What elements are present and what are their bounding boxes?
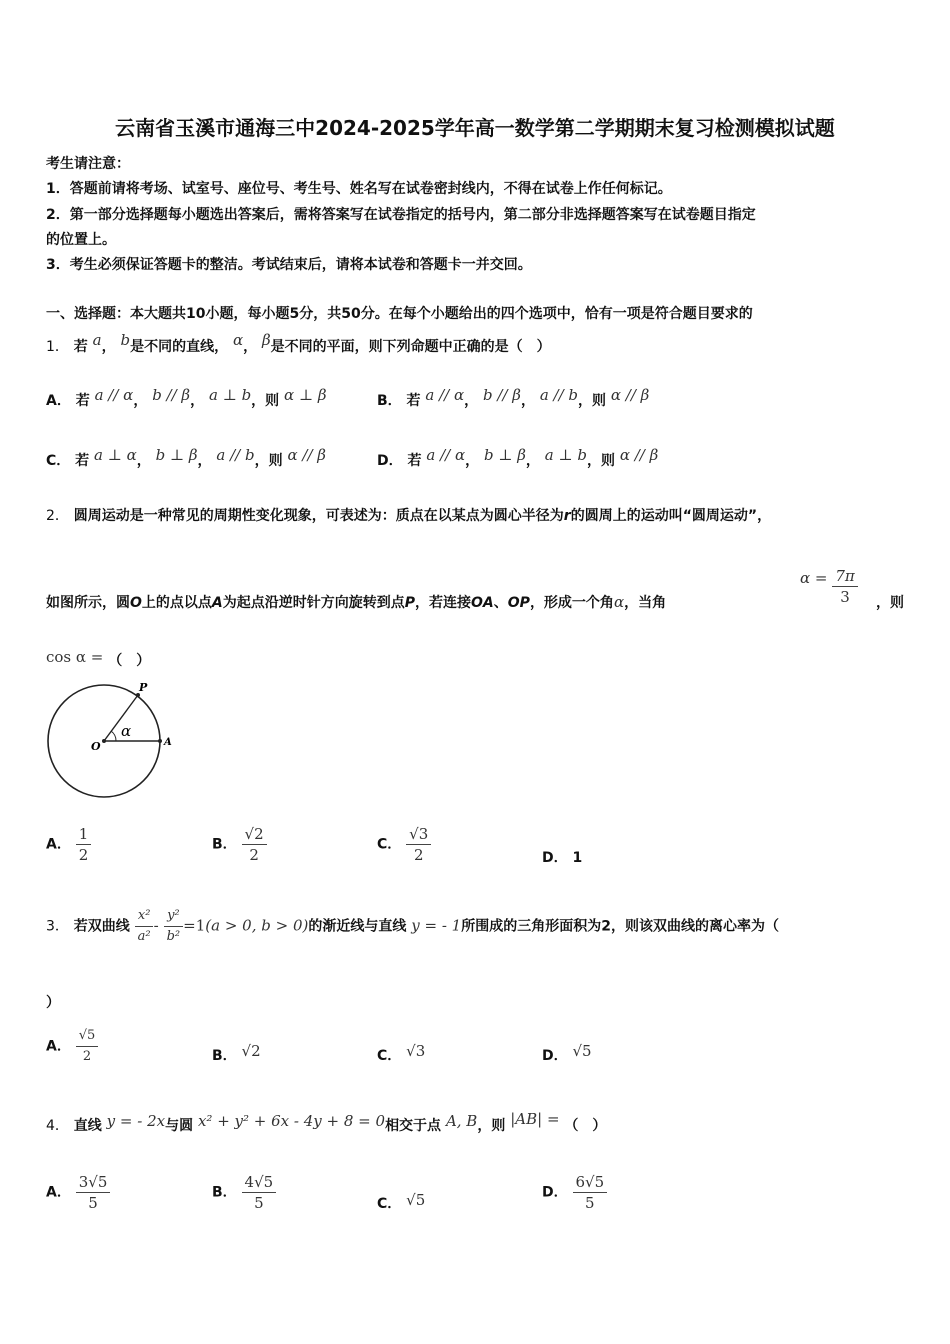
q2-option-a-den: 2: [78, 846, 89, 864]
q4-option-a-frac: [76, 1172, 111, 1213]
q4-number: 4．: [46, 1118, 69, 1134]
q1-option-b[interactable]: B． 若 a // α， b // β， a // b，则 α // β: [377, 386, 650, 409]
q2-l2c: 为起点沿逆时针方向旋转到点: [222, 595, 405, 611]
q4-AB: A, B: [445, 1112, 478, 1130]
q4-text-4: ，则: [477, 1118, 506, 1134]
q1-option-d-m4: α // β: [619, 446, 659, 464]
q4-option-d-label: D．: [542, 1184, 568, 1201]
q1-option-b-label: B．: [377, 393, 402, 409]
q3-frac-y: [164, 906, 184, 947]
q1-option-a-m3: a ⊥ b: [208, 386, 252, 404]
q3-y2: y²: [164, 906, 183, 927]
q2-option-a[interactable]: [46, 824, 91, 865]
q4-text-1: 直线: [73, 1118, 102, 1134]
q3-text-2: 的渐近线与直线: [308, 918, 407, 935]
question-1: [46, 331, 551, 356]
section-heading: 一、选择题：本大题共10小题，每小题5分，共50分。在每个小题给出的四个选项中，恰有一项是符合题目要求的: [46, 306, 753, 322]
q1-option-b-ruo: 若: [406, 393, 421, 409]
q1-option-b-m3: a // b: [539, 386, 579, 404]
q3-line: y = - 1: [411, 916, 462, 935]
q2-option-c-frac: [406, 824, 431, 865]
q3-option-c-label: C．: [377, 1048, 402, 1064]
q2-l2f: ，当角: [624, 595, 667, 611]
q1-option-c-m2: b ⊥ β: [155, 446, 198, 464]
q4-option-a-den: 5: [88, 1194, 98, 1212]
question-2-line-2: [46, 592, 666, 612]
q1-option-d[interactable]: D． 若 a // α， b ⊥ β， a ⊥ b，则 α // β: [377, 446, 659, 469]
q4-option-c-val: √5: [406, 1191, 426, 1209]
q3-b2: b²: [166, 929, 181, 944]
q2-number: 2．: [46, 508, 69, 524]
q1-comma-2: ，: [243, 339, 258, 355]
q2-l2g: ，则: [876, 595, 904, 611]
notice-item-2: 2．第一部分选择题每小题选出答案后，需将答案写在试卷指定的括号内，第二部分非选择题答案写在试卷题目指定: [46, 207, 756, 223]
q2-dun: 、: [493, 595, 508, 611]
q3-text-1: 若双曲线: [73, 918, 130, 935]
q1-option-c[interactable]: C． 若 a ⊥ α， b ⊥ β， a // b，则 α // β: [46, 446, 326, 469]
label-O: O: [91, 740, 101, 753]
q4-option-d-frac: [573, 1172, 608, 1213]
notice-item-3: 3．考生必须保证答题卡的整洁。考试结束后，请将本试卷和答题卡一并交回。: [46, 257, 532, 273]
q4-option-c-label: C．: [377, 1196, 402, 1212]
q3-option-b-label: B．: [212, 1048, 237, 1064]
q3-frac-x: [135, 906, 154, 947]
q3-option-c[interactable]: [377, 1042, 426, 1065]
q1-text-1: 若: [73, 339, 88, 355]
q3-option-d-label: D．: [542, 1048, 568, 1064]
circle-figure: [44, 680, 174, 805]
q1-option-a[interactable]: A． 若 a // α， b // β， a ⊥ b，则 α ⊥ β: [46, 386, 327, 409]
q4-option-b[interactable]: [212, 1172, 276, 1213]
q2-l2d: ，若连接: [415, 595, 472, 611]
q2-frac-den: 3: [840, 588, 850, 606]
q2-angle-frac: [832, 566, 857, 607]
q2-O: O: [130, 595, 142, 611]
q1-option-d-label: D．: [377, 453, 403, 469]
q2-option-c-num: √3: [406, 824, 431, 845]
q3-option-d[interactable]: [542, 1042, 592, 1065]
q1-option-c-m1: a ⊥ α: [94, 446, 137, 464]
q2-line1b: 的圆周上的运动叫“圆周运动”，: [570, 508, 772, 524]
q1-option-c-ze: ，则: [254, 453, 283, 469]
q2-paren: （ ）: [108, 653, 151, 669]
question-2-line-1: [46, 505, 771, 525]
q1-comma-1: ，: [101, 339, 116, 355]
q4-option-b-label: B．: [212, 1184, 237, 1201]
q2-r: r: [563, 508, 571, 524]
label-P: P: [139, 681, 148, 694]
q1-number: 1．: [46, 339, 69, 355]
q1-option-a-m1: a // α: [94, 386, 134, 404]
q2-OP: OP: [507, 595, 530, 611]
q3-option-a-den: 2: [82, 1049, 92, 1064]
q4-option-d[interactable]: [542, 1172, 607, 1213]
question-2-line-3: [46, 650, 150, 670]
q2-angle-eq: [800, 566, 858, 607]
q3-option-b[interactable]: [212, 1042, 261, 1065]
q1-option-a-m2: b // β: [152, 386, 191, 404]
q4-paren: （ ）: [564, 1118, 607, 1134]
q2-option-b[interactable]: [212, 824, 267, 865]
q1-option-b-ze: ，则: [578, 393, 607, 409]
label-A: A: [164, 737, 172, 748]
question-3: [46, 906, 779, 947]
q2-option-d[interactable]: [542, 847, 582, 867]
q3-a2: a²: [137, 929, 151, 944]
q2-option-d-label: D．: [542, 850, 568, 866]
q3-option-b-val: √2: [241, 1042, 261, 1060]
q3-option-c-val: √3: [406, 1042, 426, 1060]
notice-heading: 考生请注意：: [46, 156, 130, 172]
q2-option-a-label: A．: [46, 836, 71, 853]
center-point: [102, 739, 106, 743]
q2-frac-num: 7π: [832, 566, 857, 587]
q1-option-a-label: A．: [46, 393, 71, 409]
q2-alpha: α: [613, 593, 625, 611]
q1-alpha: α: [232, 331, 244, 349]
q1-option-c-ruo: 若: [75, 453, 90, 469]
q4-text-3: 相交于点: [385, 1118, 442, 1134]
q2-option-b-den: 2: [249, 846, 259, 864]
q2-P: P: [404, 595, 416, 611]
q3-eq: =1: [183, 916, 206, 935]
q4-option-d-num: 6√5: [573, 1172, 608, 1193]
label-alpha: α: [121, 722, 132, 740]
q2-option-c[interactable]: [377, 824, 431, 865]
question-4: [46, 1110, 607, 1135]
angle-arc: [111, 731, 116, 741]
q1-option-a-ze: ，则: [251, 393, 280, 409]
q3-option-a[interactable]: [46, 1026, 98, 1067]
q4-circle: x² + y² + 6x - 4y + 8 = 0: [197, 1112, 386, 1130]
q3-option-a-num: √5: [76, 1026, 99, 1047]
q1-option-d-m1: a // α: [426, 446, 466, 464]
q1-text-3: 是不同的平面，则下列命题中正确的是（ ）: [270, 339, 551, 355]
q1-option-c-m3: a // b: [216, 446, 255, 464]
q1-option-b-m1: a // α: [425, 386, 465, 404]
q1-option-b-m2: b // β: [483, 386, 521, 404]
q2-option-c-den: 2: [413, 846, 424, 864]
q1-beta: β: [262, 331, 271, 349]
q2-option-b-label: B．: [212, 836, 237, 853]
q1-option-d-ze: ，则: [586, 453, 615, 469]
q4-option-c[interactable]: [377, 1193, 425, 1213]
q4-text-2: 与圆: [165, 1118, 194, 1134]
q1-option-d-m3: a ⊥ b: [544, 446, 587, 464]
q2-option-a-num: 1: [76, 824, 92, 845]
q4-option-a[interactable]: [46, 1172, 110, 1213]
q1-option-a-ruo: 若: [75, 393, 90, 409]
q2-l2b: 上的点以点: [141, 595, 212, 611]
q3-cond: (a > 0, b > 0): [205, 916, 309, 935]
q2-option-b-frac: [242, 824, 267, 865]
q1-option-d-ruo: 若: [407, 453, 422, 469]
q2-l2e: ，形成一个角: [529, 595, 614, 611]
q4-option-a-label: A．: [46, 1184, 71, 1201]
q3-minus: -: [153, 916, 159, 935]
q2-alpha-eq: α =: [800, 568, 828, 587]
q3-option-a-label: A．: [46, 1038, 71, 1055]
q1-option-a-m4: α ⊥ β: [284, 386, 327, 404]
q1-a: a: [92, 331, 102, 349]
q2-OA: OA: [471, 595, 494, 611]
notice-item-2-cont: 的位置上。: [46, 232, 116, 248]
q4-option-d-den: 5: [585, 1194, 595, 1212]
q2-line1: 圆周运动是一种常见的周期性变化现象，可表述为：质点在以某点为圆心半径为: [73, 508, 564, 524]
q4-option-b-num: 4√5: [242, 1172, 277, 1193]
q3-close-paren: ）: [46, 995, 60, 1011]
q2-option-c-label: C．: [377, 836, 402, 853]
q1-option-b-m4: α // β: [610, 386, 650, 404]
q3-option-d-val: √5: [572, 1042, 592, 1060]
q3-number: 3．: [46, 918, 69, 935]
q2-cos: cos α =: [46, 648, 104, 666]
q1-option-d-m2: b ⊥ β: [483, 446, 526, 464]
q1-option-c-m4: α // β: [287, 446, 326, 464]
notice-item-1: 1．答题前请将考场、试室号、座位号、考生号、姓名写在试卷密封线内，不得在试卷上作任何标记。: [46, 181, 672, 197]
q3-option-a-frac: [76, 1026, 99, 1067]
q4-option-b-frac: [242, 1172, 277, 1213]
q4-line: y = - 2x: [106, 1112, 166, 1130]
q2-option-b-num: √2: [242, 824, 267, 845]
q4-absAB: |AB| =: [510, 1110, 560, 1128]
exam-title: 云南省玉溪市通海三中2024-2025学年高一数学第二学期期末复习检测模拟试题: [115, 116, 835, 140]
q2-A: A: [211, 595, 223, 611]
point-A: [158, 739, 162, 743]
q4-option-a-num: 3√5: [76, 1172, 111, 1193]
q1-b: b: [120, 331, 131, 349]
q3-x2: x²: [135, 906, 154, 927]
q2-l2a: 如图所示，圆: [46, 595, 130, 611]
q2-option-d-val: 1: [572, 850, 583, 866]
q4-option-b-den: 5: [254, 1194, 264, 1212]
q3-text-3: 所围成的三角形面积为2，则该双曲线的离心率为（: [461, 918, 779, 935]
q2-option-a-frac: [76, 824, 92, 865]
q1-text-2: 是不同的直线，: [130, 339, 229, 355]
q1-option-c-label: C．: [46, 453, 71, 469]
